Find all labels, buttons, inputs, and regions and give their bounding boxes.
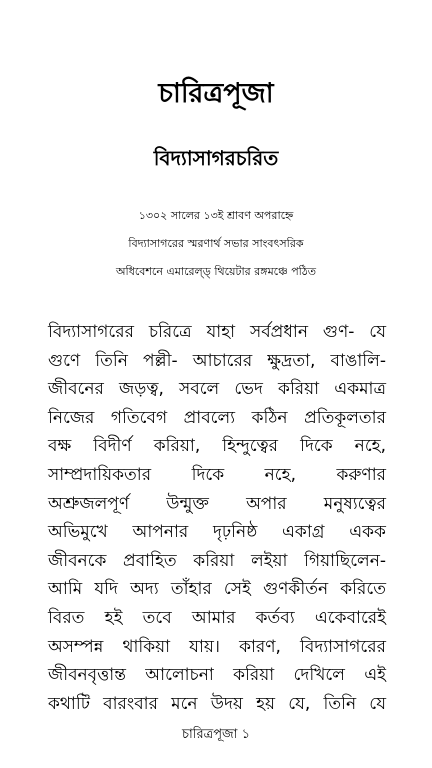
occasion-note [0,202,432,286]
body-word: হয় [256,693,276,714]
body-word: দেখিলে [293,665,345,686]
occasion-note-line: ১৩০২ সালের ১৩ই শ্রাবণ অপরাহ্নে [138,209,294,222]
chapter-title: বিদ্যাসাগরচরিত [153,146,279,170]
body-word: জীবনকে [48,550,107,571]
body-word: সাম্প্রদায়িকতার [48,464,152,485]
body-word: গুণে [48,350,81,371]
body-word: নহে, [354,436,386,457]
body-word: অসম্পন্ন [48,636,104,657]
body-text-line [48,575,386,604]
body-text-line [48,404,386,433]
body-word: দিকে [191,464,225,485]
body-word: যে [369,693,386,714]
body-word: তিনি [95,350,128,371]
body-word: আমার [191,607,236,628]
body-word: গতিবেগ [110,407,168,428]
body-word: মনুষ্যত্বের [323,493,386,514]
body-word: একক [349,522,386,543]
body-word: অশ্রুজলপূর্ণ [48,493,130,514]
body-word: অদ্য [130,579,159,600]
body-word: করুণার [336,464,386,485]
body-word: একেবারেই [314,607,386,628]
body-text-line [48,547,386,576]
body-word: সর্বপ্রধান [249,322,308,342]
body-text-line [48,347,386,376]
body-word: আচারের [192,350,253,371]
body-word: যে [369,322,386,342]
body-word: ক্ষুদ্রতা, [267,350,316,371]
body-word: অভিমুখে [48,522,108,543]
body-word: বিদ্যাসাগরের [300,636,386,657]
body-word: উদয় [210,693,243,714]
body-word: সেই [223,579,251,600]
body-word: জীবনের [48,379,104,400]
body-word: জড়ত্ব, [119,379,164,400]
body-word: একমাত্র [334,379,386,400]
body-word: যায়। [189,636,220,657]
occasion-note-line: বিদ্যাসাগরের স্মরণার্থ সভার সাংবৎসরিক [128,237,304,250]
body-text-line [48,518,386,547]
body-text-line [48,432,386,461]
body-word: বারংবার [103,693,158,714]
body-word: হই [104,607,123,628]
body-word: ভেদ [234,379,263,400]
body-word: সবলে [179,379,220,400]
body-text-line [48,490,386,519]
body-word: গুণকীর্তন [263,579,329,600]
body-word: কারণ, [239,636,281,657]
body-word: তাঁহার [170,579,212,600]
body-word: লইয়া [250,550,288,571]
body-word: উন্মুক্ত [166,493,209,514]
body-text-line [48,318,386,347]
body-word: তবে [142,607,172,628]
body-word: প্রাবল্যে [183,407,236,428]
body-word: করিয়া, [153,436,201,457]
body-word: মনে [171,693,198,714]
body-word: দিকে [300,436,333,457]
page-footer: চারিত্রপূজা ১ [182,727,250,742]
body-word: আপনার [132,522,189,543]
body-word: নিজের [48,407,95,428]
body-text-line [48,461,386,490]
body-word: করিয়া [233,665,275,686]
body-word: কর্তব্য [255,607,295,628]
body-word: প্রতিকূলতার [304,407,386,428]
body-text-line [48,690,386,719]
body-word: গুণ- [322,322,355,342]
book-title: চারিত্রপূজা [158,78,274,109]
body-word: আলোচনা [145,665,214,686]
body-word: কঠিন [251,407,288,428]
body-word: গিয়াছিলেন- [304,550,386,571]
body-word: তিনি [323,693,357,714]
body-text-line [48,604,386,633]
body-word: যে, [288,693,311,714]
body-word: এই [364,665,386,686]
body-word: কথাটি [48,693,90,714]
body-word: বিরত [48,607,85,628]
body-word: যাহা [206,322,236,342]
body-word: একাগ্র [282,522,325,543]
body-paragraph [48,318,386,718]
occasion-note-line: অধিবেশনে এমারেল্ড্ থিয়েটার রঙ্গমঞ্চে পঠিত [116,265,316,278]
body-word: দৃঢ়নিষ্ঠ [212,522,258,543]
body-word: করিয়া [193,550,235,571]
body-word: বিদীর্ণ [93,436,132,457]
body-word: করিয়া [278,379,320,400]
body-word: অপার [246,493,287,514]
body-word: প্রবাহিত [123,550,177,571]
body-word: চরিত্রে [148,322,192,342]
body-text-line [48,375,386,404]
body-word: থাকিয়া [122,636,171,657]
body-word: যদি [94,579,118,600]
body-word: বিদ্যাসাগরের [48,322,134,342]
body-text-line [48,633,386,662]
body-word: আমি [48,579,83,600]
body-word: বক্ষ [48,436,72,457]
body-word: বাঙালি- [330,350,386,371]
body-word: হিন্দুত্বের [222,436,279,457]
body-word: করিতে [340,579,386,600]
body-word: নহে, [264,464,296,485]
body-text-line [48,661,386,690]
body-word: পল্লী- [142,350,178,371]
body-word: জীবনবৃত্তান্ত [48,665,126,686]
